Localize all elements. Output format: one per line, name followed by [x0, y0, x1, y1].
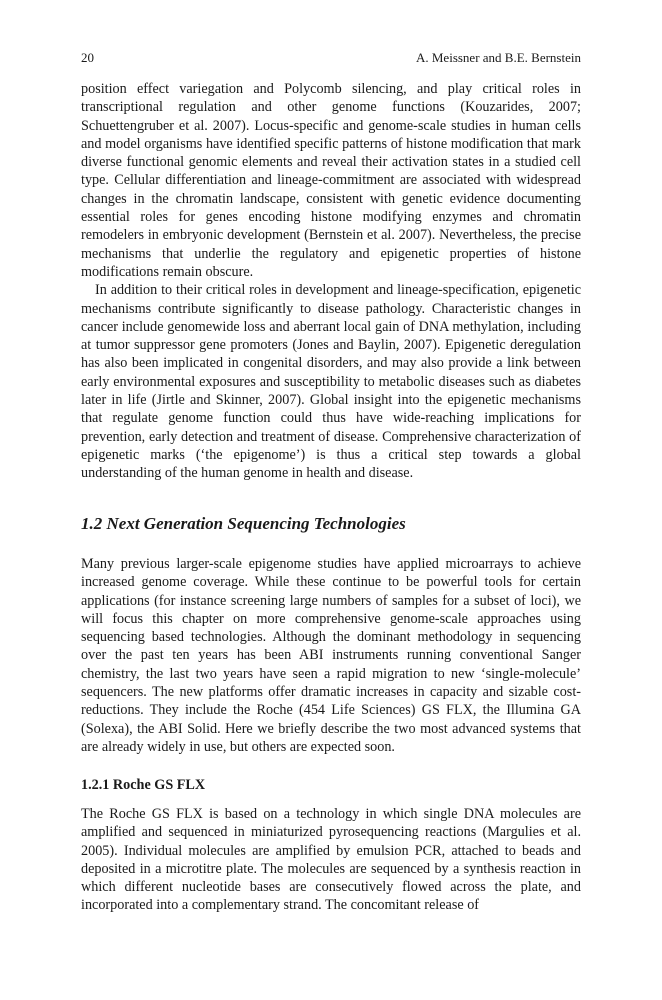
paragraph-roche: The Roche GS FLX is based on a technology in which single DNA molecules are amplified and sequenced in miniaturized pyrosequencing reactions (Margulies et al. 2005). Individual molecules are amplified by emulsion PCR, attached to beads and deposited in a microtitre plate. The molecules are sequenced by a synthesis reaction in which different nucleotide bases are consecutively flowed across the plate, and incorporated into a complementary strand. The concomitant release of: [81, 806, 581, 914]
paragraph-disease: In addition to their critical roles in development and lineage-specification, epigenetic mechanisms contribute significantly to disease pathology. Characteristic changes in cancer include genomewide loss and aberrant local gain of DNA methylation, including at tumor suppressor gene promoters (Jones and Baylin, 2007). Epigenetic deregulation has also been implicated in congenital disorders, and may also provide a link between early environmental exposures and susceptibility to metabolic diseases such as diabetes later in life (Jirtle and Skinner, 2007). Global insight into the epigenetic mechanisms that regulate genome function could thus have wide-reaching implications for prevention, early detection and treatment of disease. Comprehensive characterization of epigenetic marks (‘the epigenome’) is thus a critical step towards a global understanding of the human genome in health and disease.: [81, 282, 581, 482]
section-heading: 1.2 Next Generation Sequencing Technologies: [81, 514, 406, 533]
intro-text: [81, 80, 581, 483]
paragraph-chromatin: position effect variegation and Polycomb silencing, and play critical roles in transcriptional regulation and other genome functions (Kouzarides, 2007; Schuettengruber et al. 2007). Locus-specific and genome-scale studies in human cells and model organisms have identified specific patterns of histone modification that mark diverse functional genomic elements and reveal their activation states in a studied cell type. Cellular differentiation and lineage-commitment are associated with widespread changes in the chromatin landscape, consistent with genetic evidence documenting essential roles for genes encoding histone modifying enzymes and chromatin remodelers in embryonic development (Bernstein et al. 2007). Nevertheless, the precise mechanisms that underlie the regulatory and epigenetic properties of histone modifications remain obscure.: [81, 81, 581, 280]
subsection-heading: 1.2.1 Roche GS FLX: [81, 777, 206, 793]
running-header: [81, 50, 581, 66]
paragraph-sequencing: Many previous larger-scale epigenome studies have applied microarrays to achieve increased genome coverage. While these continue to be powerful tools for certain applications (for instance screening large numbers of samples for a subset of loci), we will focus this chapter on more comprehensive genome-scale approaches using sequencing based technologies. Although the dominant methodology in sequencing over the past ten years has been ABI instruments running conventional Sanger chemistry, the last two years have seen a rapid migration to new ‘single-molecule’ sequencers. The new platforms offer dramatic increases in capacity and sizable cost-reductions. They include the Roche (454 Life Sciences) GS FLX, the Illumina GA (Solexa), the ABI Solid. Here we briefly describe the two most advanced systems that are already widely in use, but others are expected soon.: [81, 556, 581, 755]
running-head-authors: A. Meissner and B.E. Bernstein: [415, 50, 581, 65]
section-body: [81, 555, 581, 756]
page-number: 20: [81, 50, 94, 65]
subsection-body: [81, 805, 581, 915]
